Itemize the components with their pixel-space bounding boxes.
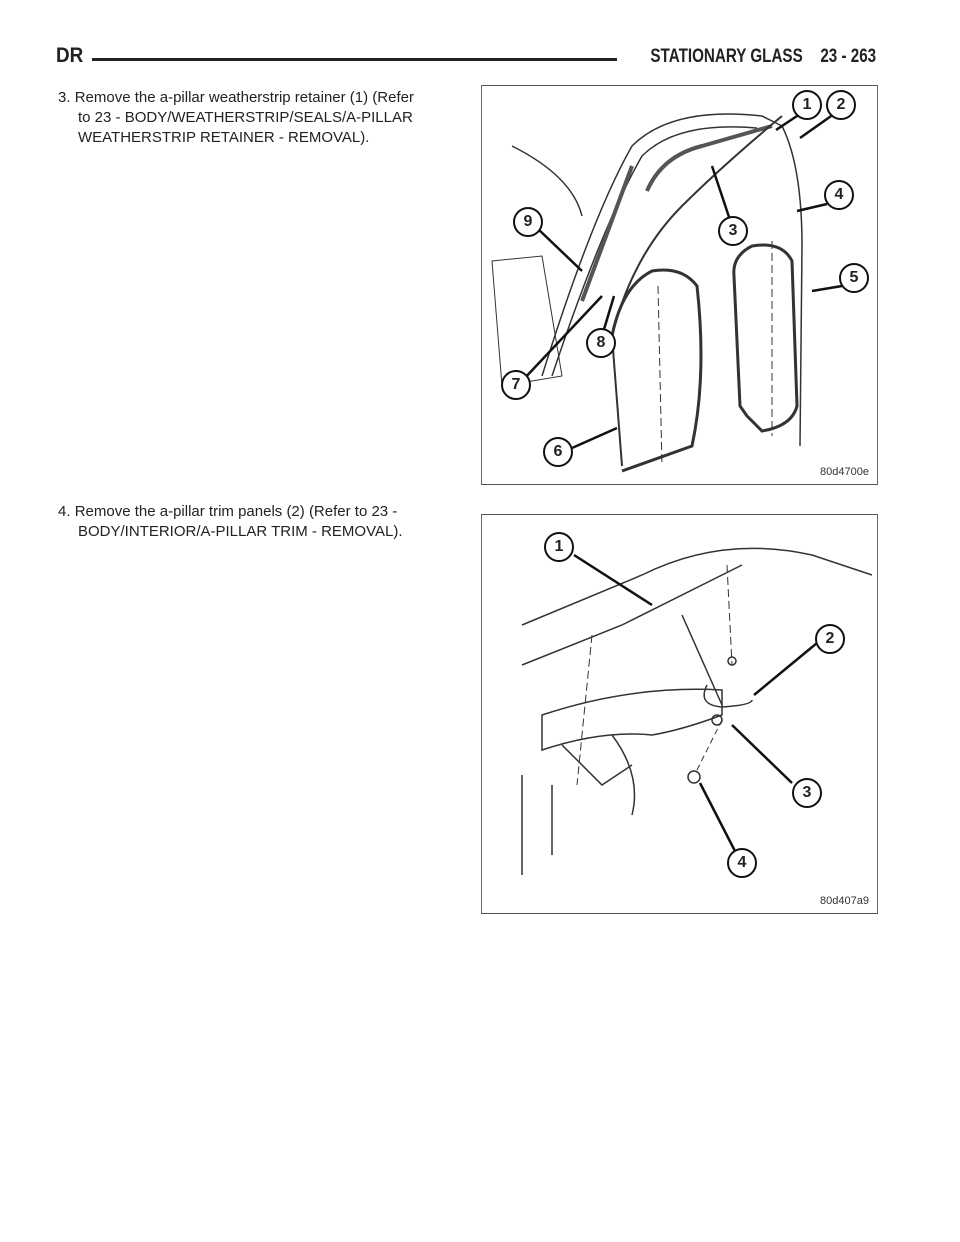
- callout-9: 9: [513, 207, 543, 237]
- step-text: Remove the a-pillar weatherstrip retainer (1) (Refer: [74, 89, 414, 106]
- callout-1: 1: [792, 90, 822, 120]
- callout-6: 6: [543, 437, 573, 467]
- step-number: 3.: [58, 89, 71, 106]
- weatherstrip-illustration: [482, 86, 877, 484]
- figure-weatherstrip: [481, 85, 878, 485]
- step-4: [58, 502, 448, 542]
- figure-id: 80d407a9: [820, 895, 869, 907]
- header-rule: [92, 58, 617, 61]
- callout-5: 5: [839, 263, 869, 293]
- step-number: 4.: [58, 503, 71, 520]
- figure-id: 80d4700e: [820, 466, 869, 478]
- figure-a-pillar-trim: [481, 514, 878, 914]
- callout-1: 1: [544, 532, 574, 562]
- callout-4: 4: [727, 848, 757, 878]
- callout-2: 2: [815, 624, 845, 654]
- callout-3: 3: [718, 216, 748, 246]
- step-3: [58, 88, 448, 148]
- a-pillar-trim-illustration: [482, 515, 877, 913]
- header-title: [650, 46, 876, 68]
- header-section: STATIONARY GLASS: [650, 46, 803, 67]
- callout-2: 2: [826, 90, 856, 120]
- callout-7: 7: [501, 370, 531, 400]
- callout-8: 8: [586, 328, 616, 358]
- header-page-number: 23 - 263: [820, 46, 876, 67]
- step-text-cont: BODY/INTERIOR/A-PILLAR TRIM - REMOVAL).: [78, 523, 403, 540]
- callout-4: 4: [824, 180, 854, 210]
- step-text: Remove the a-pillar trim panels (2) (Refer to 23 -: [74, 503, 398, 520]
- header-model: DR: [56, 44, 84, 67]
- step-text-cont: to 23 - BODY/WEATHERSTRIP/SEALS/A-PILLAR WEATHERSTRIP RETAINER - REMOVAL).: [78, 109, 413, 146]
- callout-3: 3: [792, 778, 822, 808]
